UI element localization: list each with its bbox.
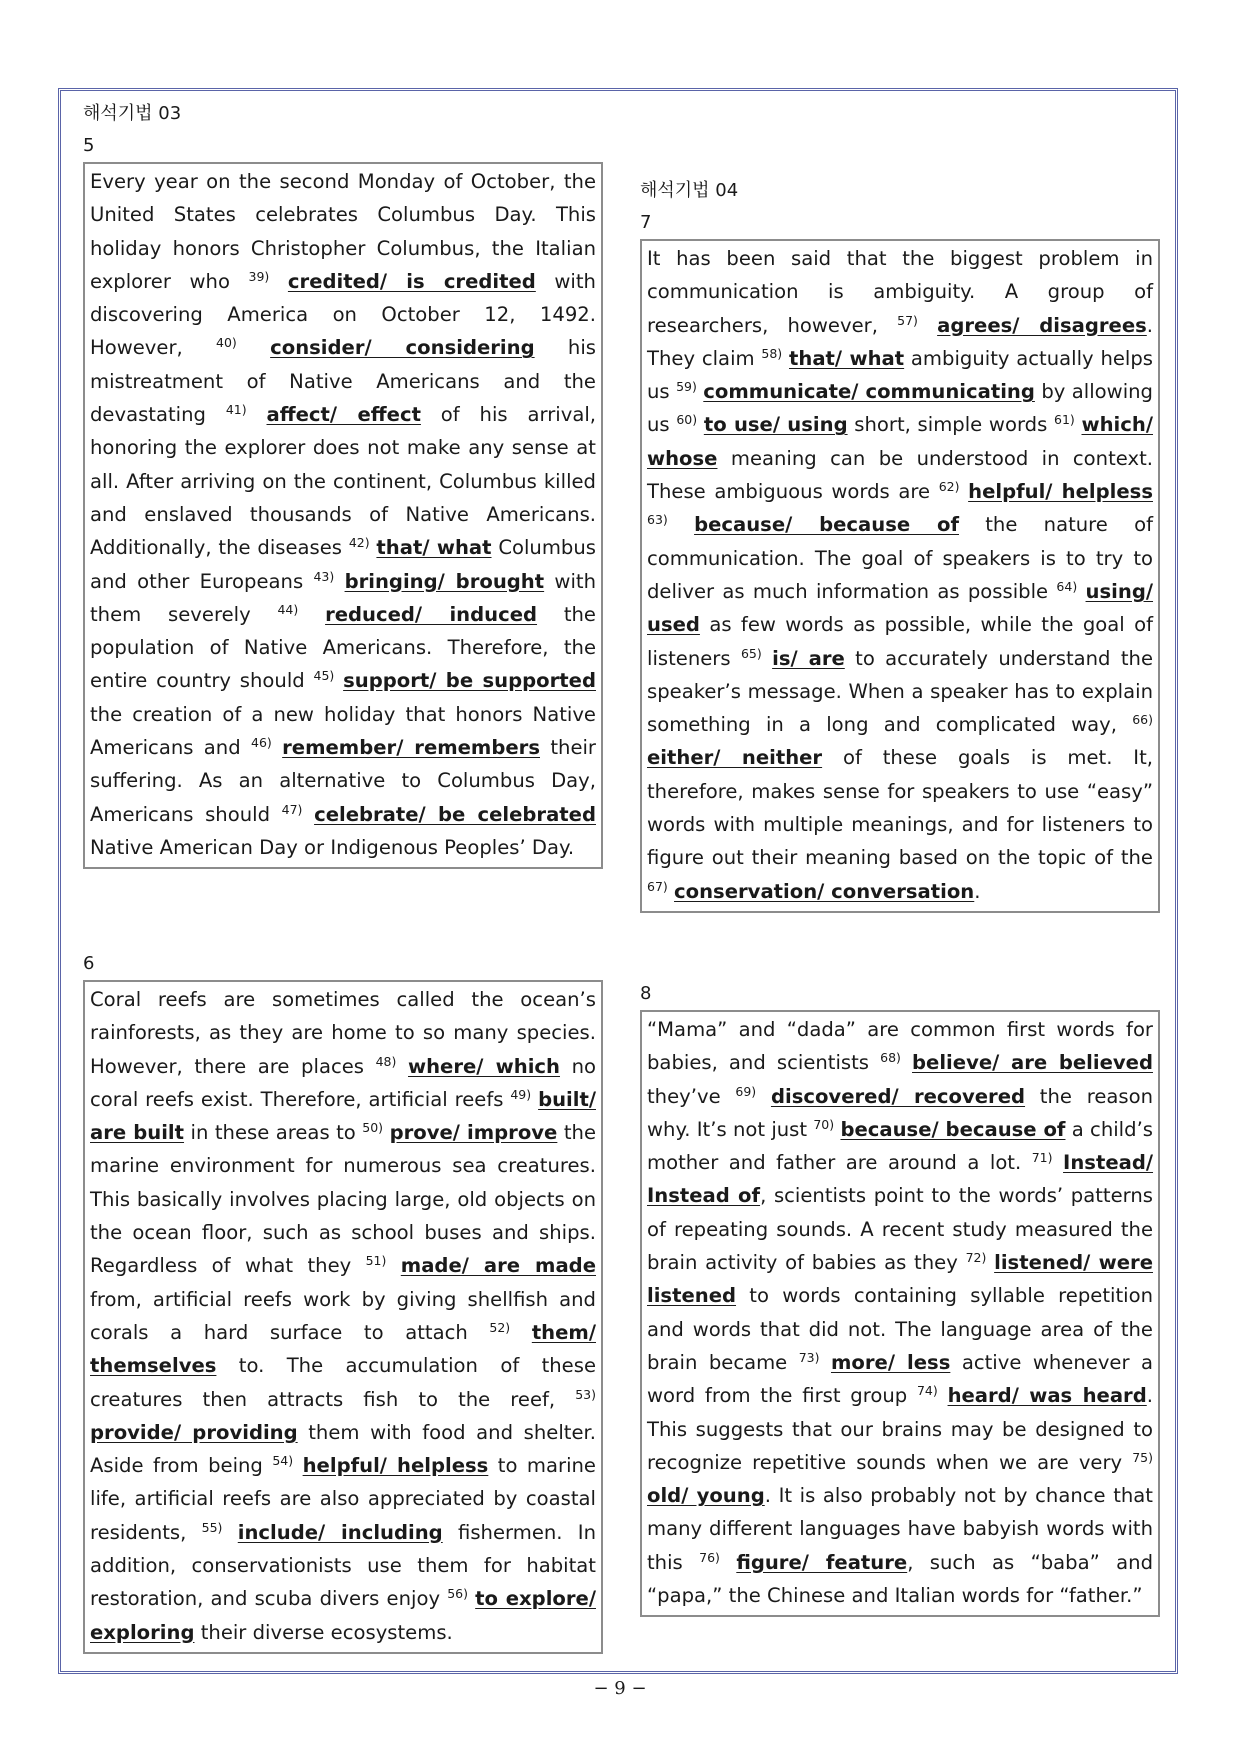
passage-text: them with food and shelter. Aside from being	[90, 1420, 596, 1478]
passage-text: a child’s mother and father are around a lot.	[647, 1117, 1153, 1175]
answer-choice: provide/ providing	[90, 1420, 298, 1444]
question-number: 8	[640, 983, 652, 1004]
passage-text: with discovering America on October 12, 1492. However,	[90, 269, 596, 360]
passage-text: ambiguity actually helps us	[647, 346, 1154, 404]
question-number-marker: 53)	[575, 1386, 596, 1402]
question-number-marker: 39)	[248, 268, 270, 284]
question-number-marker: 57)	[897, 312, 918, 328]
passage-text	[820, 1351, 831, 1374]
passage-text	[293, 1454, 302, 1477]
answer-choice: to explore/ exploring	[90, 1587, 596, 1644]
passage-text: the population of Native Americans. Therefore, the entire country should	[90, 602, 596, 693]
page-number: − 9 −	[593, 1678, 647, 1699]
answer-choice: figure/ feature	[736, 1550, 908, 1574]
question-number-marker: 63)	[647, 512, 668, 528]
passage-text	[960, 480, 969, 503]
question-number-marker: 54)	[272, 1453, 294, 1469]
passage-text	[386, 1254, 400, 1277]
question-number-marker: 75)	[1132, 1449, 1153, 1465]
passage-text: the nature of communication. The goal of speakers is to try to deliver as much information as possible	[647, 513, 1154, 603]
passage-text: active whenever a word from the first group	[647, 1350, 1153, 1408]
question-number-marker: 48)	[375, 1053, 397, 1069]
passage-text	[938, 1384, 948, 1407]
answer-choice: conservation/ conversation	[674, 879, 975, 903]
passage-text: to. The accumulation of these creatures then attracts fish to the reef,	[90, 1354, 596, 1411]
answer-choice: helpful/ helpless	[302, 1454, 489, 1478]
question-number-marker: 71)	[1031, 1150, 1053, 1166]
question-number-marker: 65)	[740, 645, 762, 661]
question-number-marker: 66)	[1132, 712, 1153, 728]
answer-choice: believe/ are believed	[912, 1051, 1153, 1075]
answer-choice: to use/ using	[703, 413, 848, 437]
passage-text: of his arrival, honoring the explorer does not make any sense at all. After arriving on the continent, Columbus killed and enslaved thousands of Native Americans. Additionally, the diseases	[90, 403, 596, 560]
passage-text	[334, 570, 344, 593]
question-number-marker: 52)	[489, 1319, 511, 1335]
answer-choice: reduced/ induced	[325, 602, 538, 626]
answer-choice: either/ neither	[647, 746, 823, 770]
method-label: 해석기법 03	[83, 103, 182, 124]
answer-choice: heard/ was heard	[947, 1384, 1147, 1408]
passage-text	[302, 803, 314, 826]
question-number-marker: 44)	[277, 601, 299, 617]
answer-choice: agrees/ disagrees	[937, 313, 1147, 337]
answer-choice: where/ which	[408, 1054, 560, 1078]
answer-choice: built/ are built	[90, 1087, 596, 1145]
passage-text: Native American Day or Indigenous Peoples’ Day.	[90, 835, 575, 859]
passage-text: , such as “baba” and “papa,” the Chinese and Italian words for “father.”	[647, 1550, 1154, 1608]
answer-choice: because/ because of	[840, 1117, 1066, 1141]
passage-text: Every year on the second Monday of October, the United States celebrates Columbus Day. This holiday honors Christopher Columbus, the Italian explorer who	[90, 170, 596, 293]
passage-text: Columbus and other Europeans	[90, 536, 596, 593]
passage-text: by allowing us	[647, 380, 1153, 437]
answer-choice: consider/ considering	[270, 336, 535, 360]
passage-text: , scientists point to the words’ patterns of repeating sounds. A recent study measured the brain activity of babies as they	[647, 1184, 1153, 1275]
passage-text: as few words as possible, while the goal of listeners	[647, 613, 1153, 670]
question-number-marker: 64)	[1056, 578, 1078, 594]
passage-text	[298, 603, 325, 626]
passage-box	[640, 1010, 1160, 1617]
answer-choice: helpful/ helpless	[968, 480, 1153, 504]
passage-text: their suffering. As an alternative to Columbus Day, Americans should	[90, 736, 596, 826]
passage-text: his mistreatment of Native Americans and the devastating	[90, 336, 596, 427]
passage-text	[247, 403, 267, 426]
question-number: 5	[83, 135, 95, 156]
passage-text	[720, 1551, 736, 1574]
passage-text: It has been said that the biggest problem in communication is ambiguity. A group of researchers, however,	[647, 247, 1153, 337]
answer-choice: which/ whose	[647, 413, 1153, 470]
question-number-marker: 41)	[225, 402, 247, 418]
answer-choice: affect/ effect	[266, 403, 421, 427]
passage-text	[396, 1055, 408, 1078]
passage-text: . They claim	[647, 313, 1154, 370]
answer-choice: remember/ remembers	[282, 736, 540, 760]
passage-text: “Mama” and “dada” are common first words for babies, and scientists	[647, 1018, 1153, 1075]
passage-text	[762, 647, 772, 670]
question-number: 6	[83, 953, 95, 974]
passage-text: no coral reefs exist. Therefore, artificial reefs	[90, 1054, 596, 1111]
passage-text: . This suggests that our brains may be designed to recognize repetitive sounds when we are very	[647, 1384, 1153, 1474]
question-number-marker: 50)	[362, 1120, 384, 1136]
question-number-marker: 58)	[761, 345, 783, 361]
passage-text: meaning can be understood in context. These ambiguous words are	[647, 446, 1153, 504]
passage-text	[272, 736, 282, 759]
question-number-marker: 47)	[281, 801, 303, 817]
method-label: 해석기법 04	[640, 180, 739, 201]
passage-text: Coral reefs are sometimes called the ocean’s rainforests, as they are home to so many species. However, there are places	[90, 988, 596, 1078]
passage-text: to accurately understand the speaker’s message. When a speaker has to explain something in a long and complicated way,	[647, 646, 1154, 737]
passage-text: fishermen. In addition, conservationists use them for habitat restoration, and scuba divers enjoy	[90, 1520, 597, 1611]
answer-choice: because/ because of	[694, 513, 959, 537]
answer-choice: include/ including	[237, 1520, 443, 1544]
question-number-marker: 67)	[647, 878, 668, 894]
passage-text: to marine life, artificial reefs are also appreciated by coastal residents,	[90, 1454, 596, 1544]
passage-text	[918, 314, 937, 337]
passage-text: of these goals is met. It, therefore, makes sense for speakers to use “easy” words with multiple meanings, and for listeners to figure out their meaning based on the topic of the	[647, 746, 1153, 870]
passage-text	[1075, 413, 1082, 436]
passage-text: .	[974, 879, 981, 903]
passage-box	[83, 162, 603, 869]
passage-text	[1053, 1151, 1064, 1174]
passage-text: they’ve	[647, 1084, 736, 1108]
question-number-marker: 42)	[348, 535, 370, 551]
passage-text: the reason why. It’s not just	[647, 1084, 1154, 1141]
passage-text	[756, 1085, 771, 1108]
question-number-marker: 43)	[313, 568, 335, 584]
answer-choice: prove/ improve	[389, 1121, 558, 1145]
passage-text: with them severely	[90, 569, 596, 626]
passage-text	[668, 513, 694, 536]
answer-choice: is/ are	[772, 646, 845, 670]
question-number-marker: 70)	[813, 1116, 835, 1132]
answer-choice: that/ what	[376, 536, 492, 560]
question-number-marker: 40)	[216, 335, 237, 351]
question-number: 7	[640, 212, 652, 233]
answer-choice: made/ are made	[400, 1254, 596, 1278]
answer-choice: them/ themselves	[90, 1320, 596, 1378]
question-number-marker: 68)	[880, 1050, 901, 1066]
question-number-marker: 60)	[676, 412, 698, 428]
question-number-marker: 72)	[965, 1250, 987, 1266]
answer-choice: Instead/ Instead of	[647, 1151, 1154, 1208]
passage-text: the creation of a new holiday that honors Native Americans and	[90, 702, 596, 760]
question-number-marker: 55)	[201, 1519, 223, 1535]
answer-choice: using/ used	[647, 579, 1154, 637]
question-number-marker: 73)	[798, 1349, 820, 1365]
answer-choice: communicate/ communicating	[703, 380, 1035, 404]
answer-choice: listened/ were listened	[647, 1251, 1153, 1308]
answer-choice: support/ be supported	[343, 669, 596, 693]
question-number-marker: 49)	[510, 1086, 532, 1102]
passage-text: their diverse ecosystems.	[194, 1620, 453, 1644]
answer-choice: that/ what	[789, 346, 905, 370]
question-number-marker: 59)	[676, 379, 697, 395]
question-number-marker: 74)	[916, 1383, 938, 1399]
passage-box	[83, 980, 603, 1654]
question-number-marker: 46)	[251, 735, 272, 751]
section-8	[640, 978, 1160, 1617]
answer-choice: more/ less	[830, 1350, 951, 1374]
section-03	[83, 98, 603, 869]
passage-text	[222, 1521, 237, 1544]
question-number-marker: 61)	[1054, 412, 1075, 428]
question-number-marker: 76)	[699, 1549, 720, 1565]
section-6	[83, 948, 603, 1654]
question-number-marker: 51)	[365, 1253, 387, 1269]
passage-text	[986, 1251, 994, 1274]
passage-text	[334, 669, 343, 692]
answer-choice: bringing/ brought	[344, 569, 545, 593]
passage-box	[640, 239, 1160, 913]
answer-choice: discovered/ recovered	[770, 1084, 1026, 1108]
passage-text	[697, 413, 704, 436]
passage-text	[782, 347, 789, 370]
passage-text: in these areas to	[184, 1121, 363, 1145]
passage-text	[901, 1051, 912, 1074]
passage-text	[237, 336, 270, 359]
answer-choice: credited/ is credited	[287, 269, 536, 293]
passage-text	[510, 1321, 532, 1344]
passage-text: to words containing syllable repetition and words that did not. The language area of the brain became	[647, 1284, 1153, 1374]
passage-text: short, simple words	[847, 413, 1054, 437]
answer-choice: old/ young	[647, 1484, 765, 1508]
question-number-marker: 45)	[313, 668, 335, 684]
passage-text: from, artificial reefs work by giving shellfish and corals a hard surface to attach	[90, 1287, 596, 1344]
answer-choice: celebrate/ be celebrated	[314, 802, 596, 826]
passage-text: . It is also probably not by chance that many different languages have babyish words with this	[647, 1484, 1153, 1574]
question-number-marker: 69)	[735, 1083, 757, 1099]
passage-text	[269, 270, 288, 293]
section-04	[640, 175, 1160, 913]
question-number-marker: 62)	[938, 479, 960, 495]
passage-text	[1077, 580, 1085, 603]
question-number-marker: 56)	[447, 1586, 468, 1602]
passage-text: the marine environment for numerous sea creatures. This basically involves placing large, old objects on the ocean floor, such as school buses and ships. Regardless of what they	[90, 1121, 596, 1278]
